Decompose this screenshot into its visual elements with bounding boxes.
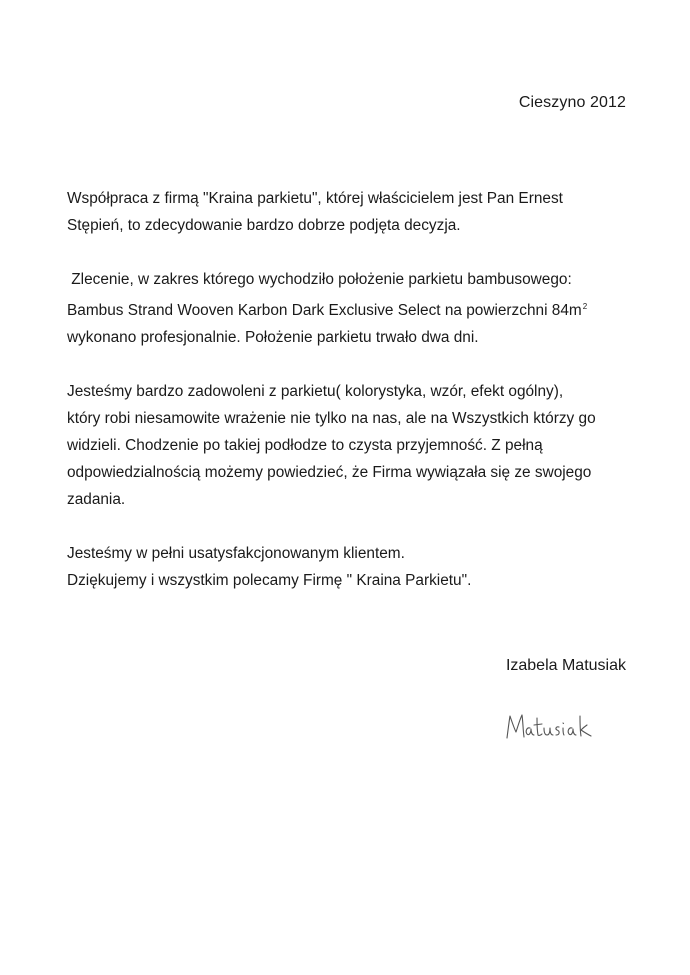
paragraph-line-with-area — [67, 293, 637, 324]
paragraph-line: który robi niesamowite wrażenie nie tylko na nas, ale na Wszystkich którzy go — [67, 410, 596, 427]
handwritten-signature — [503, 708, 598, 744]
paragraph-line: zadania. — [67, 491, 126, 508]
place-date: Cieszyno 2012 — [518, 94, 626, 111]
paragraph-closing — [67, 540, 637, 594]
paragraph-intro — [67, 185, 637, 239]
paragraph-line: Jesteśmy w pełni usatysfakcjonowanym klientem. — [67, 545, 405, 562]
author-name: Izabela Matusiak — [505, 657, 626, 674]
paragraph-line: Dziękujemy i wszystkim polecamy Firmę " Kraina Parkietu". — [67, 572, 472, 589]
letter-body — [67, 185, 637, 594]
paragraph-line: odpowiedzialnością możemy powiedzieć, że Firma wywiązała się ze swojego — [67, 464, 592, 481]
paragraph-line: Bambus Strand Wooven Karbon Dark Exclusive Select na powierzchni 84m — [67, 302, 582, 319]
paragraph-line: wykonano profesjonalnie. Położenie parkietu trwało dwa dni. — [67, 329, 479, 346]
paragraph-line: Współpraca z firmą "Kraina parkietu", której właścicielem jest Pan Ernest — [67, 190, 563, 207]
paragraph-line: Stępień, to zdecydowanie bardzo dobrze podjęta decyzja. — [67, 217, 461, 234]
area-superscript: 2 — [582, 302, 588, 311]
paragraph-line: widzieli. Chodzenie po takiej podłodze to czysta przyjemność. Z pełną — [67, 437, 543, 454]
paragraph-line: Zlecenie, w zakres którego wychodziło położenie parkietu bambusowego: — [67, 271, 572, 288]
paragraph-line: Jesteśmy bardzo zadowoleni z parkietu( kolorystyka, wzór, efekt ogólny), — [67, 383, 564, 400]
paragraph-satisfaction — [67, 378, 637, 513]
paragraph-order — [67, 266, 637, 351]
